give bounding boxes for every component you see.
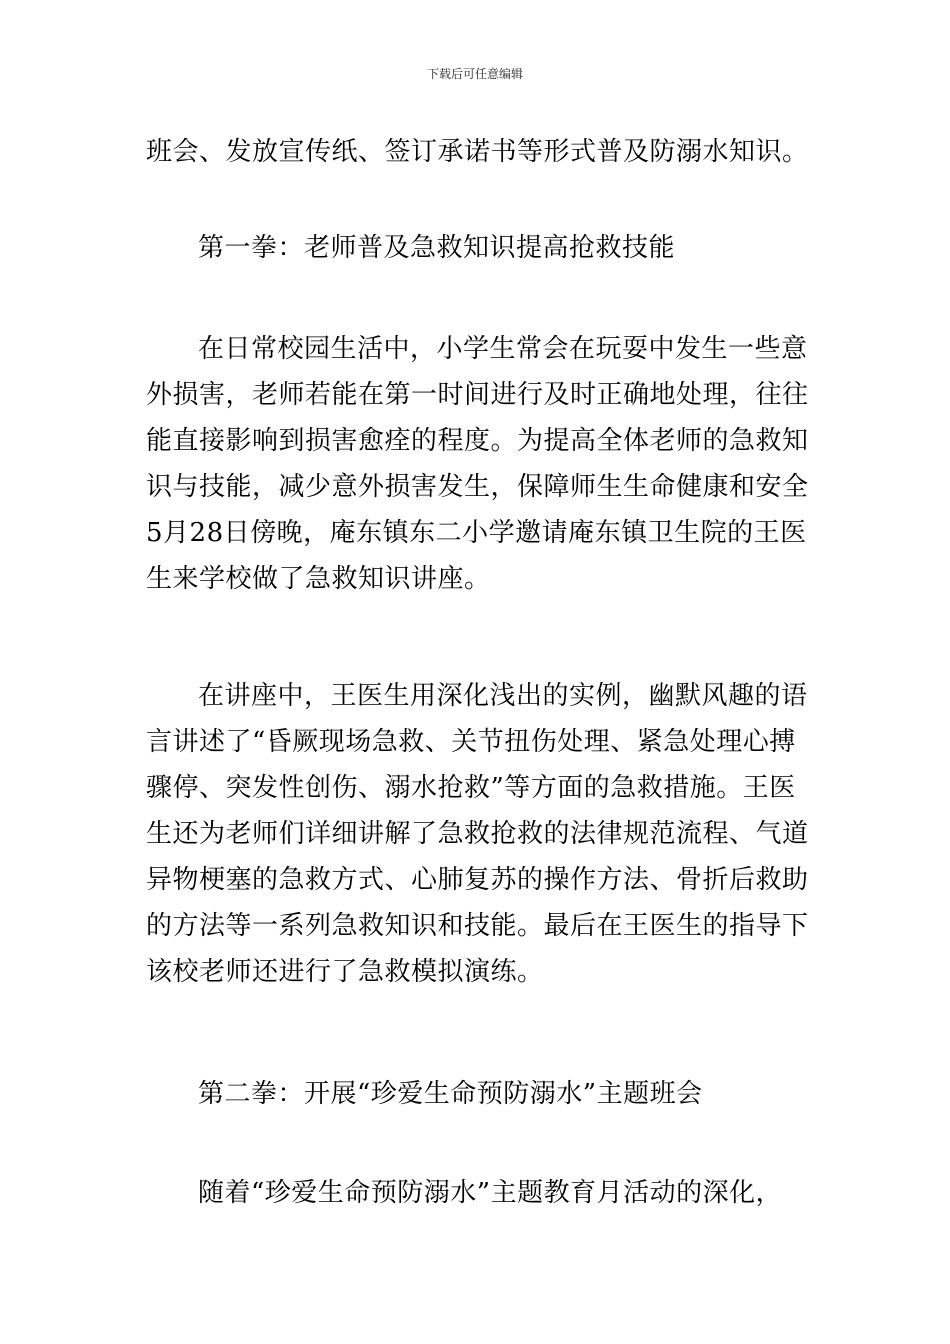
page-header: 下载后可任意编辑 (426, 67, 523, 81)
text-line: 能直接影响到损害愈痊的程度。为提高全体老师的急救知 (146, 426, 809, 456)
text-line: 识与技能，减少意外损害发生，保障师生生命健康和安全 (146, 472, 809, 502)
text-line: 班会、发放宣传纸、签订承诺书等形式普及防溺水知识。 (146, 137, 809, 167)
text-line: 在讲座中，王医生用深化浅出的实例，幽默风趣的语 (198, 681, 808, 711)
text-line: 生还为老师们详细讲解了急救抢救的法律规范流程、气道 (146, 819, 809, 849)
text-line: 言讲述了“昏厥现场急救、关节扭伤处理、紧急处理心搏 (146, 727, 796, 757)
paragraph-theme-month (146, 1170, 808, 1216)
text-line: 该校老师还进行了急救模拟演练。 (146, 957, 544, 987)
text-line: 5月28日傍晚，庵东镇东二小学邀请庵东镇卫生院的王医 (146, 518, 807, 548)
text-line: 的方法等一系列急救知识和技能。最后在王医生的指导下 (146, 911, 809, 941)
text-line: 外损害，老师若能在第一时间进行及时正确地处理，往往 (146, 380, 809, 410)
text-line: 随着“珍爱生命预防溺水”主题教育月活动的深化， (198, 1178, 783, 1208)
paragraph-lecture-content (146, 673, 808, 995)
text-line: 异物梗塞的急救方式、心肺复苏的操作方法、骨折后救助 (146, 865, 809, 895)
text-line: 生来学校做了急救知识讲座。 (146, 564, 491, 594)
heading-line: 第二拳：开展“珍爱生命预防溺水”主题班会 (198, 1079, 703, 1109)
text-line: 骤停、突发性创伤、溺水抢救”等方面的急救措施。王医 (146, 773, 796, 803)
paragraph-first-aid-lecture (146, 326, 808, 602)
section-heading-first (146, 225, 808, 271)
paragraph-intro-continued (146, 129, 808, 175)
section-heading-second (146, 1071, 808, 1117)
heading-line: 第一拳：老师普及急救知识提高抢救技能 (198, 233, 676, 263)
text-line: 在日常校园生活中，小学生常会在玩耍中发生一些意 (198, 334, 808, 364)
